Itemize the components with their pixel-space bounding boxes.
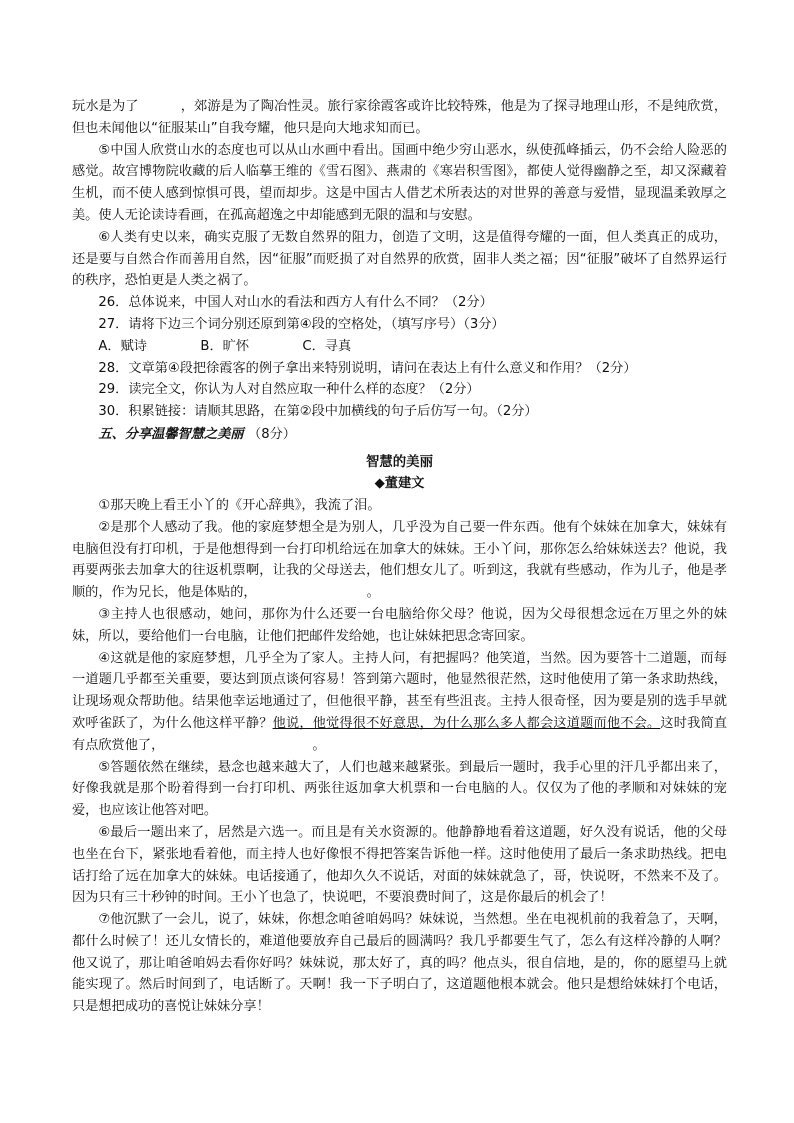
article-paragraph-6: ⑥最后一题出来了，居然是六选一。而且是有关水资源的。他静静地看着这道题，好久没有说话，他的父母也坐在台下，紧张地看着他，而主持人也好像恨不得把答案告诉他一样。这时他使用了最后一条求助热线。把电话打给了远在加拿大的妹妹。电话接通了，他却久久不说话，对面的妹妹就急了，哥，快说呀，不然来不及了。因为只有三十秒钟的时间。王小丫也急了，快说吧，不要浪费时间了，这是你最后的机会了！ xyxy=(72,824,727,906)
paragraph-5: ⑤中国人欣赏山水的态度也可以从山水画中看出。国画中绝少穷山恶水，纵使孤峰插云，仍不会给人险恶的感觉。故宫博物院收藏的后人临摹王维的《雪石图》、燕肃的《寒岩积雪图》，都使人觉得幽静之至，却又深藏着生机，而不使人感到惊惧可畏，望而却步。这是中国古人借艺术所表达的对世界的善意与爱惜，显现温柔敦厚之美。使人无论读诗看画，在孤高超逸之中却能感到无限的温和与安慰。 xyxy=(72,142,727,223)
paragraph-6: ⑥人类有史以来，确实克服了无数自然界的阻力，创造了文明，这是值得夸耀的一面，但人类真正的成功，还是要与自然合作而善用自然，因“征服”而贬损了对自然界的欣赏，固非人类之福；因“征服”破坏了自然界运行的秩序，恐怕更是人类之祸了。 xyxy=(72,229,727,289)
text-segment: 玩水是为了 xyxy=(72,99,139,114)
article-paragraph-5: ⑤答题依然在继续，悬念也越来越大了，人们也越来越紧张。到最后一题时，我手心里的汗几乎都出来了，好像我就是那个盼着得到一台打印机、两张往返加拿大机票和一台电脑的人。仅仅为了他的孝顺和对妹妹的宠爱，也应该让他答对吧。 xyxy=(72,759,727,819)
option-c: C．寻真 xyxy=(302,338,352,354)
article-paragraph-7: ⑦他沉默了一会儿，说了，妹妹，你想念咱爸咱妈吗？妹妹说，当然想。坐在电视机前的我着急了，天啊，都什么时候了！还儿女情长的，难道他要放弃自己最后的圆满吗？我几乎都要生气了，怎么有这样冷静的人啊？他又说了，那让咱爸咱妈去看你好吗？妹妹说，那太好了，真的吗？他点头，很自信地，是的，你的愿望马上就能实现了。然后时间到了，电话断了。天啊！我一下子明白了，这道题他根本就会。他只是想给妹妹打个电话，只是想把成功的喜悦让妹妹分享！ xyxy=(72,912,727,1015)
text-segment: ②是那个人感动了我。他的家庭梦想全是为别人，几乎没为自己要一件东西。他有个妹妹在加拿大，妹妹有电脑但没有打印机，于是他想得到一台打印机给远在加拿大的妹妹。王小丫问，那你怎么给妹妹送去？他说，我再要两张去加拿大的往返机票啊，让我的父母送去，他们想女儿了。听到这，我就有些感动，作为儿子，他是孝顺的，作为兄长，他是体贴的， xyxy=(72,519,727,601)
article-paragraph-3: ③主持人也很感动，她问，那你为什么还要一台电脑给你父母？他说，因为父母很想念远在万里之外的妹妹，所以，要给他们一台电脑，让他们把邮件发给她，也让妹妹把思念寄回家。 xyxy=(72,606,727,644)
section-heading xyxy=(72,423,727,446)
article-title: 智慧的美丽 xyxy=(366,454,433,470)
text-segment: 。 xyxy=(312,737,326,753)
exam-page xyxy=(72,96,727,1018)
article-paragraph-2 xyxy=(72,517,727,604)
text-segment: ④这就是他的家庭梦想，几乎全为了家人。主持人问，有把握吗？他笑道，当然。因为要答十二道题，而每一道题几乎都至关重要，要达到顶点谈何容易！答到第六题时，他显然很茫然，这时他使用了第一条求助热线，让现场观众帮助他。结果他幸运地通过了，但他很平静，甚至有些沮丧。主持人很奇怪，因为要是别的选手早就欢呼雀跃了，为什么他这样平静？ xyxy=(72,650,727,731)
question-28: 28．文章第④段把徐霞客的例子拿出来特别说明，请问在表达上有什么意义和作用？（2分） xyxy=(98,360,637,376)
text-segment: 这时我简直有点欣赏他了， xyxy=(72,715,728,753)
question-26: 26．总体说来，中国人对山水的看法和西方人有什么不同？（2分） xyxy=(98,295,493,311)
option-b: B．旷怀 xyxy=(200,338,249,354)
underlined-sentence: 他说，他觉得很不好意思，为什么那么多人都会这道题而他不会。 xyxy=(272,715,661,731)
article-paragraph-1: ①那天晚上看王小丫的《开心辞典》，我流了泪。 xyxy=(98,497,381,513)
option-a: A．赋诗 xyxy=(98,338,147,354)
question-27-options xyxy=(72,336,727,358)
question-30: 30．积累链接：请顺其思路，在第②段中加横线的句子后仿写一句。（2分） xyxy=(98,404,538,420)
section-points: （8分） xyxy=(248,426,296,442)
question-27: 27．请将下边三个词分别还原到第④段的空格处，（填写序号）（3分） xyxy=(98,316,505,332)
article-paragraph-4 xyxy=(72,648,727,757)
question-29: 29．读完全文，你认为人对自然应取一种什么样的态度？（2分） xyxy=(98,382,480,398)
paragraph-4-continued xyxy=(72,96,727,140)
section-title: 五、分享温馨智慧之美丽 xyxy=(98,426,244,442)
text-segment: ，郊游是为了陶冶性灵。旅行家徐霞客或许比较特殊，他是为了探寻地理山形，不是纯欣赏，但也未闻他以“征服某山”自我夸耀，他只是向大地求知而已。 xyxy=(72,99,728,136)
article-author: ◆董建文 xyxy=(374,475,425,491)
text-segment: 。 xyxy=(366,585,380,601)
